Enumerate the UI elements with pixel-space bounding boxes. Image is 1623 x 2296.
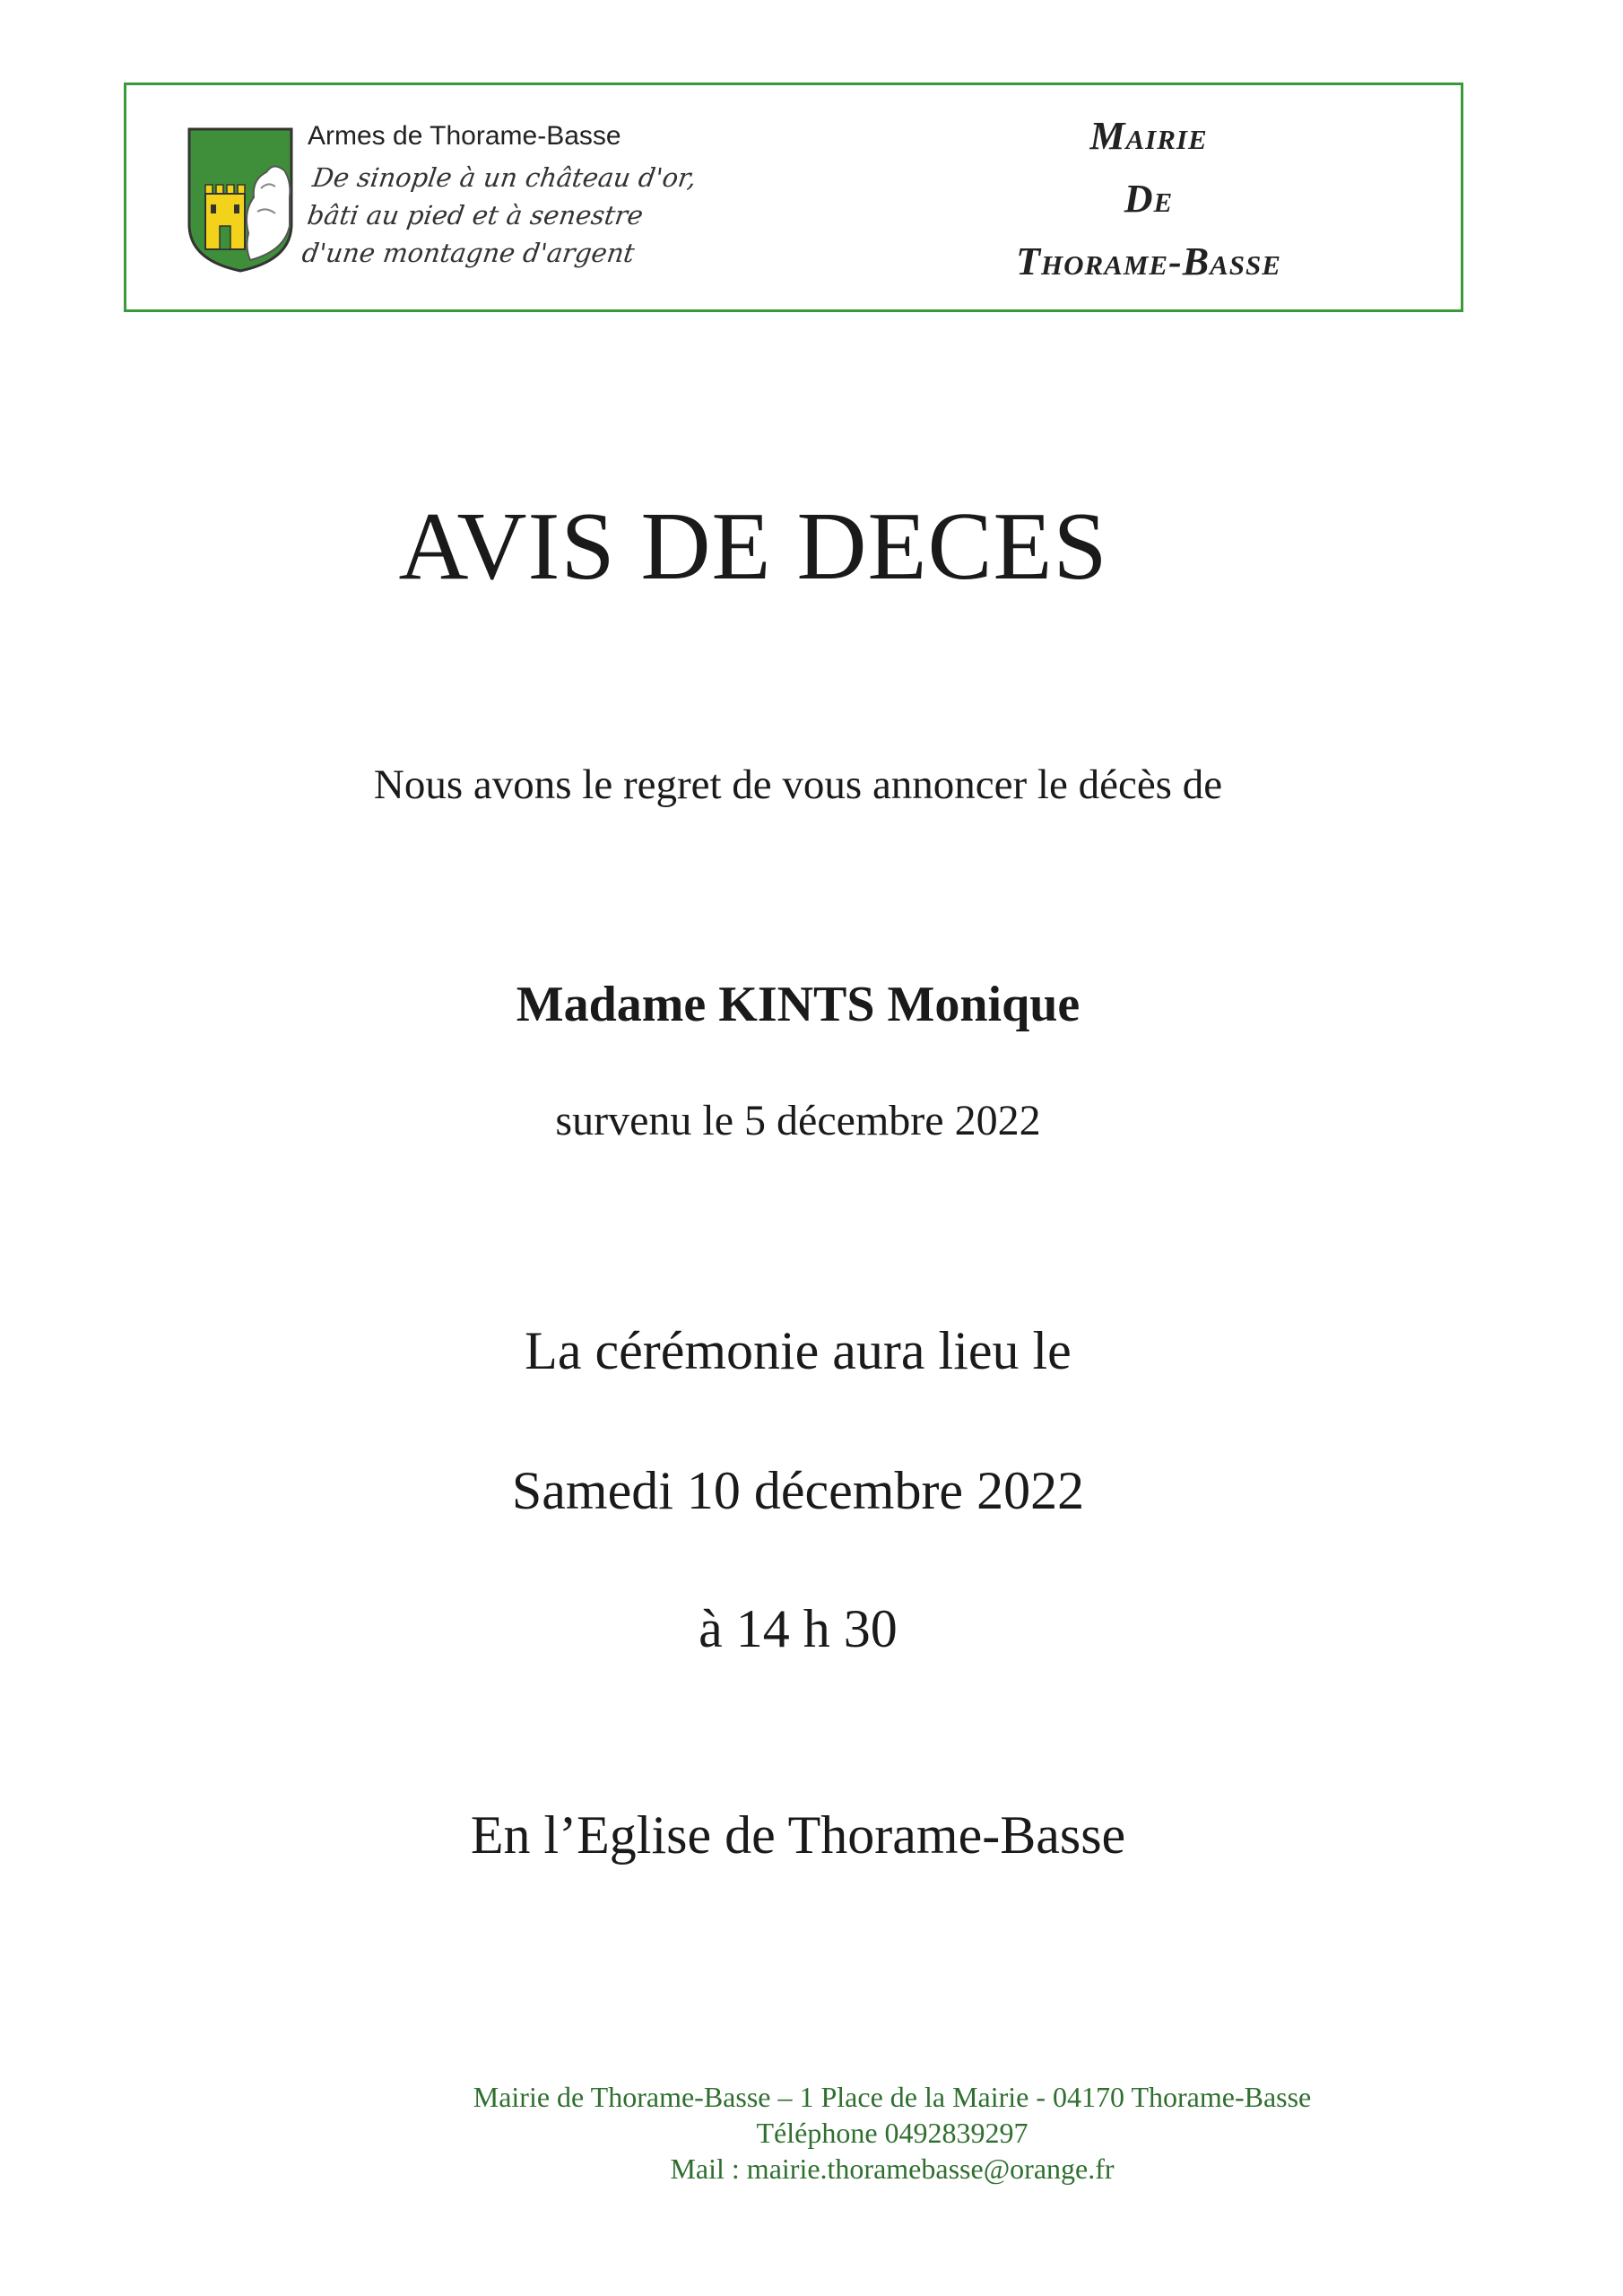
blazon-line: De sinople à un château d'or, (310, 162, 699, 193)
crest-caption: Armes de Thorame-Basse (308, 121, 621, 151)
mairie-line: Thorame-Basse (1016, 239, 1281, 283)
ceremony-line: La cérémonie aura lieu le (525, 1321, 1072, 1380)
blazon-text (299, 159, 699, 272)
deceased-name: Madame KINTS Monique (516, 977, 1081, 1032)
blazon-line: d'une montagne d'argent (299, 238, 637, 268)
blazon-line: bâti au pied et à senestre (305, 200, 646, 230)
mairie-line: Mairie (1089, 114, 1208, 158)
footer-address: Mairie de Thorame-Basse – 1 Place de la Mairie - 04170 Thorame-Basse (473, 2081, 1312, 2113)
header-box (124, 83, 1463, 312)
mairie-heading (880, 105, 1418, 293)
notice-title: AVIS DE DECES (398, 493, 1108, 600)
footer-phone: Téléphone 0492839297 (756, 2117, 1028, 2149)
ceremony-time: à 14 h 30 (699, 1599, 898, 1658)
death-date: survenu le 5 décembre 2022 (555, 1097, 1041, 1144)
coat-of-arms-icon (186, 126, 295, 274)
footer-contact (386, 2079, 1399, 2187)
ceremony-date: Samedi 10 décembre 2022 (511, 1461, 1085, 1520)
notice-intro: Nous avons le regret de vous annoncer le décès de (373, 761, 1223, 808)
ceremony-place: En l’Eglise de Thorame-Basse (470, 1805, 1126, 1865)
mairie-line: De (1124, 177, 1174, 221)
footer-mail: Mail : mairie.thoramebasse@orange.fr (670, 2152, 1115, 2185)
